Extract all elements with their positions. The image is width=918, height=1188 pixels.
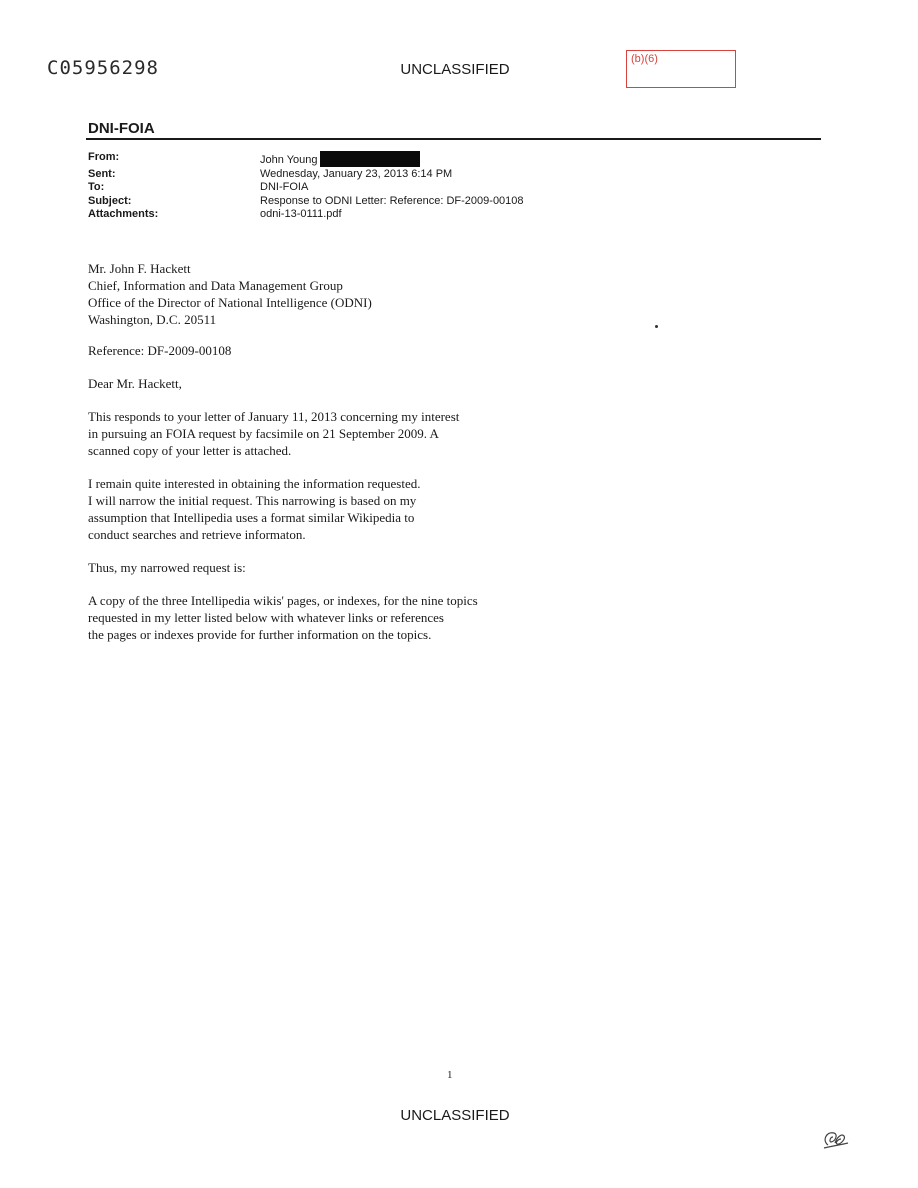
paragraph-4 <box>88 592 588 643</box>
text-line: I will narrow the initial request. This narrowing is based on my <box>88 493 417 508</box>
document-id: C05956298 <box>47 57 159 79</box>
header-divider <box>86 138 821 140</box>
to-label: To: <box>88 181 105 193</box>
from-value: John Young <box>260 154 318 166</box>
text-line: conduct searches and retrieve informaton. <box>88 527 306 542</box>
subject-label: Subject: <box>88 194 132 207</box>
classification-banner-bottom: UNCLASSIFIED <box>400 1107 510 1124</box>
address-line: Washington, D.C. 20511 <box>88 312 217 327</box>
header-row-subject <box>88 195 524 209</box>
sent-label: Sent: <box>88 167 116 180</box>
from-label: From: <box>88 151 120 163</box>
exemption-box <box>626 50 736 88</box>
handwritten-initials-icon <box>820 1127 850 1151</box>
paragraph-1 <box>88 408 588 459</box>
attachment-file[interactable]: odni-13-0111.pdf <box>260 208 342 220</box>
exemption-label: (b)(6) <box>631 53 658 65</box>
sent-value: Wednesday, January 23, 2013 6:14 PM <box>260 167 453 180</box>
redaction-block <box>320 151 420 167</box>
header-row-to <box>88 181 524 195</box>
paragraph-2 <box>88 475 588 543</box>
to-value: DNI-FOIA <box>260 181 309 193</box>
page-number: 1 <box>447 1069 453 1081</box>
text-line: in pursuing an FOIA request by facsimile on 21 September 2009. A <box>88 426 439 441</box>
text-line: assumption that Intellipedia uses a format similar Wikipedia to <box>88 510 415 525</box>
header-row-from <box>88 151 524 168</box>
address-line: Mr. John F. Hackett <box>88 261 191 276</box>
text-line: I remain quite interested in obtaining the information requested. <box>88 476 421 491</box>
text-line: A copy of the three Intellipedia wikis' pages, or indexes, for the nine topics <box>88 593 478 608</box>
email-header-fields <box>88 151 524 222</box>
text-line: scanned copy of your letter is attached. <box>88 443 292 458</box>
address-line: Office of the Director of National Intelligence (ODNI) <box>88 295 372 310</box>
scan-speck <box>655 325 658 328</box>
email-header-title: DNI-FOIA <box>88 120 155 137</box>
header-row-attachments <box>88 208 524 222</box>
salutation: Dear Mr. Hackett, <box>88 376 182 391</box>
letter-body <box>88 260 588 659</box>
reference-line: Reference: DF-2009-00108 <box>88 343 232 358</box>
attachments-label: Attachments: <box>88 208 159 220</box>
recipient-address <box>88 260 588 328</box>
paragraph-3: Thus, my narrowed request is: <box>88 560 246 575</box>
address-line: Chief, Information and Data Management Group <box>88 278 343 293</box>
from-value-wrap <box>260 151 420 168</box>
subject-value: Response to ODNI Letter: Reference: DF-2009-00108 <box>260 194 524 207</box>
classification-banner-top: UNCLASSIFIED <box>400 61 510 78</box>
text-line: This responds to your letter of January 11, 2013 concerning my interest <box>88 409 460 424</box>
header-row-sent <box>88 168 524 182</box>
text-line: the pages or indexes provide for further information on the topics. <box>88 627 432 642</box>
text-line: requested in my letter listed below with whatever links or references <box>88 610 444 625</box>
